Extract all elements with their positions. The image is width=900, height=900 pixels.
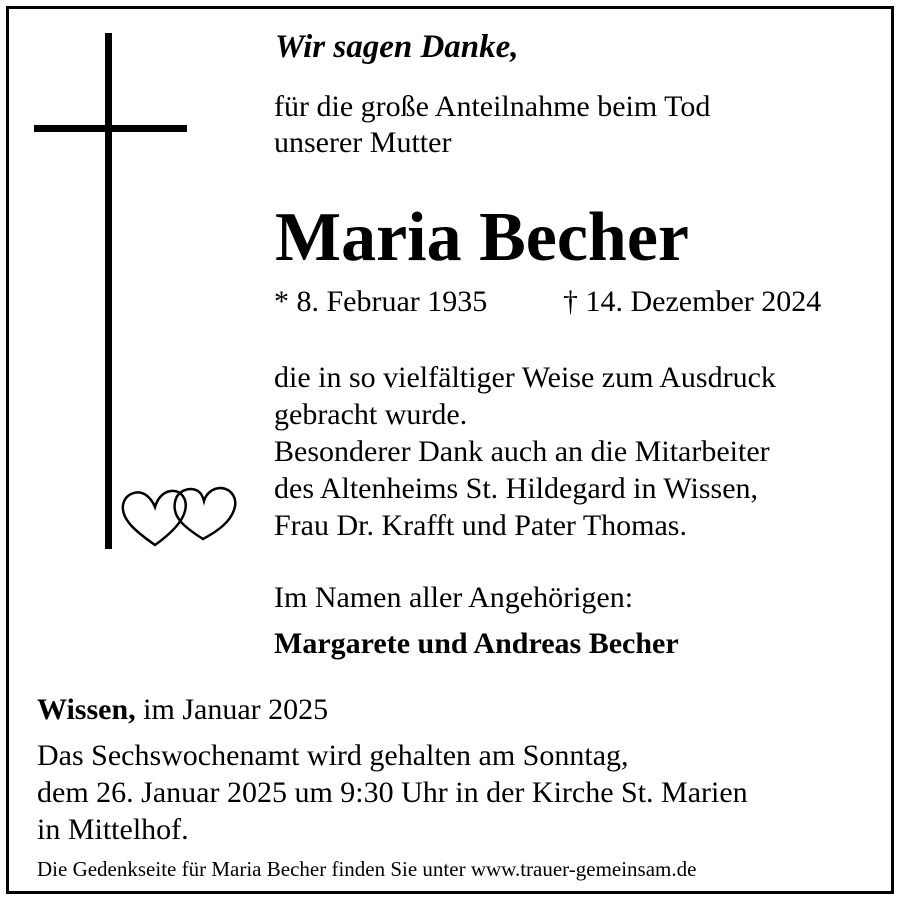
death-date: † 14. Dezember 2024	[563, 285, 822, 318]
service-line: in Mittelhof.	[37, 813, 189, 846]
signature-intro: Im Namen aller Angehörigen:	[274, 581, 634, 614]
body-line: des Altenheims St. Hildegard in Wissen,	[274, 472, 759, 505]
signature-names: Margarete und Andreas Becher	[274, 627, 679, 660]
memorial-page-note: Die Gedenkseite für Maria Becher finden Sie unter www.trauer-gemeinsam.de	[37, 857, 697, 881]
body-line: Frau Dr. Krafft und Pater Thomas.	[274, 509, 687, 542]
cross-icon	[105, 33, 112, 549]
body-line: die in so vielfältiger Weise zum Ausdruck	[274, 361, 776, 394]
place-date-text: im Januar 2025	[135, 693, 329, 726]
heading: Wir sagen Danke,	[275, 29, 519, 65]
body-line: Besonderer Dank auch an die Mitarbeiter	[274, 435, 770, 468]
service-line: Das Sechswochenamt wird gehalten am Sonntag,	[37, 739, 629, 772]
intro-text	[274, 89, 874, 161]
deceased-name: Maria Becher	[275, 199, 689, 276]
birth-date: * 8. Februar 1935	[274, 285, 488, 318]
cross-icon-crossbar	[34, 125, 187, 132]
intro-line: unserer Mutter	[274, 126, 452, 159]
obituary-notice	[6, 6, 894, 894]
body-text	[274, 359, 894, 544]
place-name: Wissen,	[37, 693, 136, 726]
service-info	[37, 737, 887, 848]
place-date	[37, 695, 328, 725]
service-line: dem 26. Januar 2025 um 9:30 Uhr in der Kirche St. Marien	[37, 776, 748, 809]
body-line: gebracht wurde.	[274, 398, 468, 431]
intro-line: für die große Anteilnahme beim Tod	[274, 90, 711, 123]
two-hearts-icon	[117, 477, 242, 559]
